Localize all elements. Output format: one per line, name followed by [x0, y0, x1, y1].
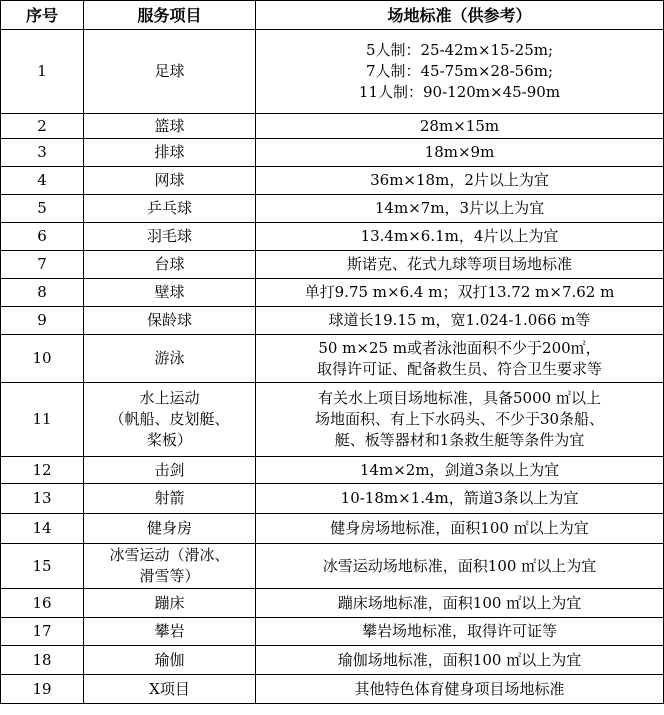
- cell-standard: [256, 167, 664, 195]
- cell-number: 6: [1, 223, 84, 251]
- standard-line: 攀岩场地标准，取得许可证等: [361, 622, 557, 640]
- standard-line: 艇、板等器材和1条救生艇等条件为宜: [334, 431, 585, 449]
- service-line: 桨板）: [146, 431, 192, 449]
- cell-number: 18: [1, 646, 84, 675]
- cell-service: [84, 646, 256, 675]
- service-line: 足球: [154, 62, 185, 80]
- table-row: [1, 457, 664, 484]
- standard-line: 其他特色体育健身项目场地标准: [354, 679, 565, 698]
- standard-line: 球道长19.15 m，宽1.024-1.066 m等: [328, 311, 591, 329]
- table-row: [1, 514, 664, 544]
- standard-line: 单打9.75 m×6.4 m；双打13.72 m×7.62 m: [304, 283, 615, 301]
- cell-standard: [256, 114, 664, 139]
- cell-number: 10: [1, 335, 84, 383]
- table-header-row: [1, 1, 664, 30]
- standard-line: 冰雪运动场地标准，面积100 ㎡以上为宜: [322, 556, 597, 575]
- cell-number: 8: [1, 279, 84, 307]
- cell-standard: [256, 30, 664, 114]
- cell-number: 1: [1, 30, 84, 114]
- cell-service: [84, 251, 256, 279]
- service-line: 壁球: [154, 283, 185, 301]
- service-line: 台球: [154, 255, 185, 273]
- cell-standard: [256, 335, 664, 383]
- service-line: 健身房: [146, 519, 192, 537]
- standard-line: 10-18m×1.4m，箭道3条以上为宜: [340, 489, 579, 507]
- standard-line: 5人制：25-42m×15-25m;: [365, 41, 554, 59]
- service-line: 网球: [154, 171, 185, 189]
- cell-service: [84, 114, 256, 139]
- standard-line: 取得许可证、配备救生员、符合卫生要求等: [316, 359, 602, 378]
- standard-line: 11人制：90-120m×45-90m: [358, 83, 561, 101]
- cell-number: 11: [1, 383, 84, 457]
- table-row: [1, 223, 664, 251]
- cell-service: [84, 514, 256, 544]
- standard-line: 36m×18m，2片以上为宜: [370, 171, 549, 189]
- service-line: 水上运动: [139, 389, 200, 407]
- table-row: [1, 618, 664, 646]
- table-body: [1, 30, 664, 704]
- service-line: 射箭: [154, 489, 185, 507]
- standard-line: 14m×2m，剑道3条以上为宜: [359, 460, 560, 479]
- cell-number: 19: [1, 675, 84, 704]
- cell-service: [84, 307, 256, 335]
- table-row: [1, 675, 664, 704]
- cell-standard: [256, 251, 664, 279]
- standard-line: 13.4m×6.1m，4片以上为宜: [360, 227, 559, 245]
- standard-line: 18m×9m: [424, 143, 495, 161]
- header-service: 服务项目: [84, 1, 256, 30]
- cell-number: 3: [1, 139, 84, 167]
- cell-standard: [256, 279, 664, 307]
- service-line: 滑雪等）: [139, 567, 200, 585]
- service-line: 冰雪运动（滑冰、: [109, 546, 230, 564]
- cell-service: [84, 335, 256, 383]
- table-row: [1, 544, 664, 589]
- cell-standard: [256, 544, 664, 589]
- cell-number: 16: [1, 589, 84, 618]
- cell-number: 15: [1, 544, 84, 589]
- service-line: X项目: [149, 679, 190, 698]
- cell-standard: [256, 457, 664, 484]
- header-number: 序号: [1, 1, 84, 30]
- table-row: [1, 30, 664, 114]
- cell-service: [84, 589, 256, 618]
- cell-service: [84, 279, 256, 307]
- cell-service: [84, 195, 256, 223]
- table-row: [1, 251, 664, 279]
- cell-standard: [256, 223, 664, 251]
- cell-service: [84, 383, 256, 457]
- service-line: 乒乓球: [146, 199, 192, 217]
- table-row: [1, 114, 664, 139]
- standard-line: 有关水上项目场地标准，具备5000 ㎡以上: [318, 389, 601, 407]
- table-row: [1, 589, 664, 618]
- service-line: 篮球: [154, 116, 185, 135]
- table-row: [1, 383, 664, 457]
- service-line: 击剑: [154, 460, 185, 479]
- cell-standard: [256, 383, 664, 457]
- cell-number: 5: [1, 195, 84, 223]
- header-standard: 场地标准（供参考）: [256, 1, 664, 30]
- standard-line: 7人制：45-75m×28-56m;: [365, 62, 554, 80]
- table-row: [1, 195, 664, 223]
- cell-number: 13: [1, 484, 84, 514]
- table-row: [1, 279, 664, 307]
- cell-number: 9: [1, 307, 84, 335]
- cell-service: [84, 167, 256, 195]
- cell-service: [84, 675, 256, 704]
- standard-line: 14m×7m，3片以上为宜: [374, 199, 545, 217]
- cell-standard: [256, 514, 664, 544]
- table-row: [1, 139, 664, 167]
- service-line: 攀岩: [154, 622, 185, 640]
- cell-standard: [256, 675, 664, 704]
- standard-line: 场地面积、有上下水码头、不少于30条船、: [314, 410, 605, 428]
- cell-number: 7: [1, 251, 84, 279]
- table-row: [1, 646, 664, 675]
- table-row: [1, 167, 664, 195]
- cell-number: 12: [1, 457, 84, 484]
- table-row: [1, 484, 664, 514]
- table-row: [1, 335, 664, 383]
- cell-standard: [256, 484, 664, 514]
- service-line: 保龄球: [146, 311, 192, 329]
- cell-service: [84, 457, 256, 484]
- standard-line: 50 m×25 m或者泳池面积不少于200㎡，: [318, 338, 601, 357]
- standard-line: 斯诺克、花式九球等项目场地标准: [346, 255, 572, 273]
- service-line: 羽毛球: [146, 227, 192, 245]
- standard-line: 瑜伽场地标准，面积100 ㎡以上为宜: [337, 650, 582, 669]
- cell-service: [84, 484, 256, 514]
- cell-standard: [256, 589, 664, 618]
- service-line: 排球: [154, 143, 185, 161]
- cell-service: [84, 544, 256, 589]
- cell-standard: [256, 646, 664, 675]
- standard-line: 健身房场地标准，面积100 ㎡以上为宜: [330, 519, 589, 537]
- cell-service: [84, 139, 256, 167]
- cell-number: 17: [1, 618, 84, 646]
- cell-service: [84, 223, 256, 251]
- cell-number: 14: [1, 514, 84, 544]
- service-line: 瑜伽: [154, 650, 185, 669]
- service-line: 蹦床: [154, 593, 185, 612]
- cell-number: 2: [1, 114, 84, 139]
- service-line: 游泳: [154, 349, 185, 367]
- service-line: （帆船、皮划艇、: [109, 410, 230, 428]
- cell-standard: [256, 618, 664, 646]
- cell-standard: [256, 307, 664, 335]
- cell-service: [84, 30, 256, 114]
- standard-line: 蹦床场地标准，面积100 ㎡以上为宜: [337, 593, 582, 612]
- cell-standard: [256, 139, 664, 167]
- standard-line: 28m×15m: [419, 116, 500, 135]
- cell-service: [84, 618, 256, 646]
- cell-standard: [256, 195, 664, 223]
- cell-number: 4: [1, 167, 84, 195]
- table-row: [1, 307, 664, 335]
